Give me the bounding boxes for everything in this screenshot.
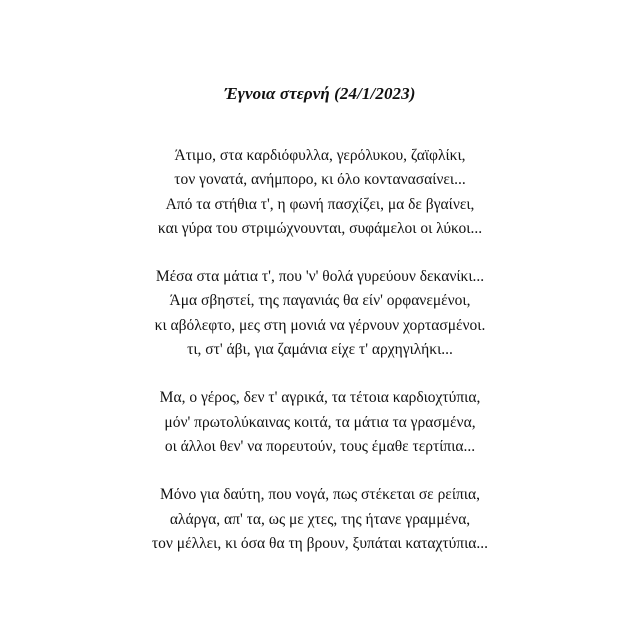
poem-line: τον μέλλει, κι όσα θα τη βρουν, ξυπάται καταχτύπια... — [151, 534, 489, 552]
poem-line: Άτιμο, στα καρδιόφυλλα, γερόλυκου, ζαϊφλίκι, — [174, 147, 466, 164]
poem-line: και γύρα του στριμώχνουνται, συφάμελοι οι λύκοι... — [157, 219, 483, 237]
poem-line: τι, στ' άβι, για ζαμάνια είχε τ' αρχηγιλήκι... — [187, 341, 453, 359]
poem-line: οι άλλοι θεν' να πορευτούν, τους έμαθε τερτίπια... — [164, 437, 476, 455]
poem-line: Από τα στήθια τ', η φωνή πασχίζει, μα δε βγαίνει, — [165, 195, 475, 213]
poem-line: Μόνο για δαύτη, που νογά, πως στέκεται σε ρείπια, — [160, 486, 480, 504]
poem-line: κι αβόλεφτο, μες στη μονιά να γέρνουν χορτασμένοι. — [154, 316, 486, 334]
poem-body — [0, 144, 640, 580]
stanza-2 — [0, 265, 640, 362]
poem-line: Άμα σβηστεί, της παγανιάς θα είν' ορφανεμένοι, — [169, 292, 471, 310]
stanza-3 — [0, 386, 640, 459]
poem-line: Μα, ο γέρος, δεν τ' αγρικά, τα τέτοια καρδιοχτύπια, — [159, 389, 481, 407]
poem-line: μόν' πρωτολύκαινας κοιτά, τα μάτια τα γρασμένα, — [164, 413, 476, 431]
stanza-4 — [0, 483, 640, 556]
poem-line: αλάργα, απ' τα, ως με χτες, της ήτανε γραμμένα, — [169, 510, 471, 528]
stanza-1 — [0, 144, 640, 241]
poem-line: Μέσα στα μάτια τ', που 'ν' θολά γυρεύουν δεκανίκι... — [155, 268, 485, 286]
poem-title: Έγνοια στερνή (24/1/2023) — [224, 84, 416, 103]
poem-line: τον γονατά, ανήμπορο, κι όλο κοντανασαίνει... — [174, 171, 466, 189]
